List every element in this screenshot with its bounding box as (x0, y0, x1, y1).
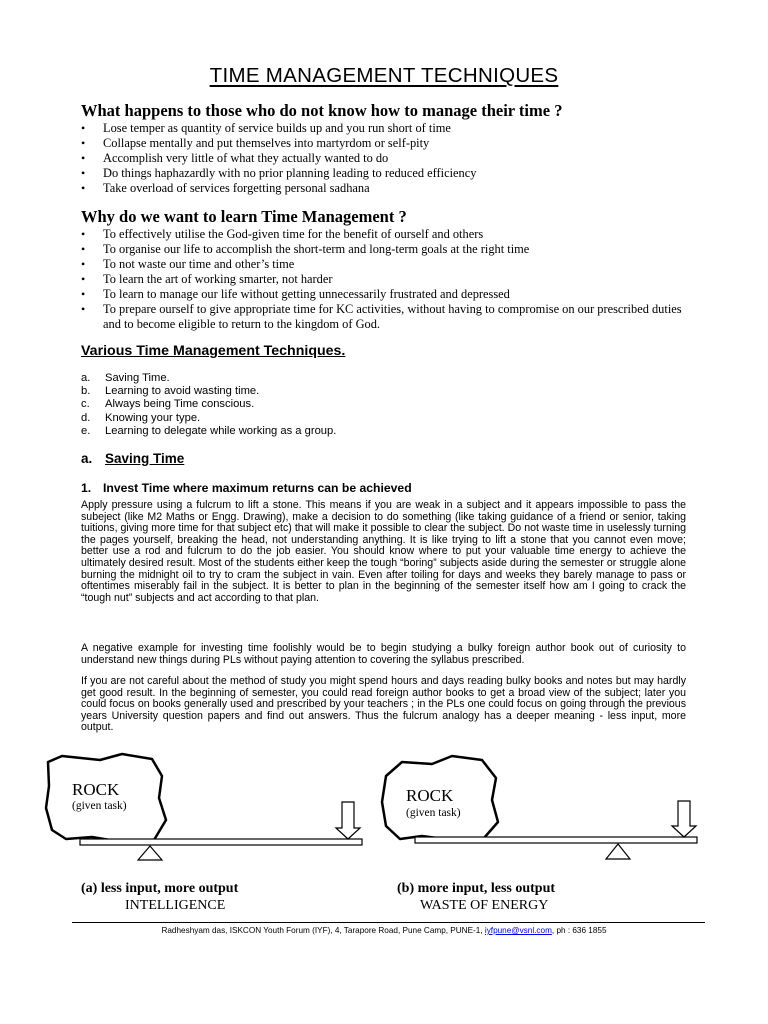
fulcrum-left (138, 846, 162, 860)
paragraph-fulcrum: Apply pressure using a fulcrum to lift a stone. This means if you are weak in a subject and it appears impossible to pass the subeject (like M2 Maths or Engg. Drawing), make a decision to do something (like taking guidance of a friend or senior, taking tuitions, giving more time for that subject etc) that will make it possible to clear the subject. Do not waste time in uselessly turning the pages yourself, breaking the head, not understanding anything. It is like trying to lift a stone that you cannot even move; better use a rod and fulcrum to do the job easier. You should know where to put your valuable time energy to achieve the ultimately desired result. Most of the students either keep the tough “boring” subjects aside during the semester or struggle alone burning the midnight oil to try to cram the subject in vain. Even after toiling for days and weeks they barely manage to pass or oftentimes miserably fail in the subject. It is better to plan in the beginning of the semester itself how am I going to crack the “tough nut” subjects and act according to that plan. (81, 499, 686, 604)
list-item: • Do things haphazardly with no prior planning leading to reduced efficiency (81, 166, 691, 181)
rock-right-sublabel: (given task) (406, 807, 461, 819)
rock-left-sublabel: (given task) (72, 800, 127, 812)
saving-time-heading: a. Saving Time (81, 451, 185, 466)
caption-right: (b) more input, less output (397, 881, 556, 896)
paragraph-negative-example: A negative example for investing time foolishly would be to begin studying a bulky foreign author book out of curiosity to understand new things during PLs without paying attention to covering the syllabus prescribed. (81, 642, 686, 666)
fulcrum-right (606, 844, 630, 859)
footer-email-link[interactable]: iyfpune@vsnl.com (484, 926, 552, 935)
list-item: • To prepare ourself to give appropriate time for KC activities, without having to compromise on our prescribed duties and to become eligible to return to the kingdom of God. (81, 302, 691, 332)
list-item: • To learn to manage our life without getting unnecessarily frustrated and depressed (81, 287, 691, 302)
paragraph-study-method: If you are not careful about the method of study you might spend hours and days reading bulky books and notes but may hardly get good result. In the beginning of semester, you could read foreign author books to get a broad view of the subject; later you could focus on books generally used and prescribed by your teachers ; in the PLs one could focus on going through the previous years University question papers and find out answers. Thus the fulcrum analogy has a deeper meaning - less input, more output. (81, 675, 686, 734)
section-heading-consequences: What happens to those who do not know how to manage their time ? (81, 101, 563, 120)
list-item: a. Saving Time. (81, 372, 170, 384)
list-item: • Collapse mentally and put themselves into martyrdom or self-pity (81, 136, 691, 151)
caption-right-sub: WASTE OF ENERGY (420, 898, 549, 913)
list-item: d. Knowing your type. (81, 411, 201, 424)
arrow-left (336, 802, 360, 839)
footer-divider (72, 922, 705, 923)
list-item: • To effectively utilise the God-given time for the benefit of ourself and others (81, 227, 691, 242)
reasons-list (81, 227, 691, 332)
page-title: TIME MANAGEMENT TECHNIQUES (209, 64, 559, 87)
techniques-list (81, 372, 336, 438)
lever-right (415, 837, 697, 843)
section-heading-why: Why do we want to learn Time Management ? (81, 207, 407, 226)
arrow-right (672, 801, 696, 837)
caption-left-sub: INTELLIGENCE (125, 898, 226, 913)
list-item: • Take overload of services forgetting personal sadhana (81, 181, 691, 196)
list-item: • Lose temper as quantity of service builds up and you run short of time (81, 121, 691, 136)
footer: Radheshyam das, ISKCON Youth Forum (IYF), 4, Tarapore Road, Pune Camp, PUNE-1, iyfpune@vsnl.com, ph : 636 1855 (161, 926, 607, 935)
caption-left: (a) less input, more output (81, 881, 239, 896)
list-item: c. Always being Time conscious. (81, 398, 255, 411)
invest-time-heading: 1. Invest Time where maximum returns can be achieved (81, 481, 412, 495)
list-item: • To learn the art of working smarter, not harder (81, 272, 691, 287)
list-item: e. Learning to delegate while working as a group. (81, 424, 337, 437)
list-item: • To organise our life to accomplish the short-term and long-term goals at the right time (81, 242, 691, 257)
list-item: • To not waste our time and other’s time (81, 257, 691, 272)
list-item: b. Learning to avoid wasting time. (81, 385, 260, 398)
rock-left-label: ROCK (72, 780, 120, 799)
rock-right-label: ROCK (406, 786, 454, 805)
section-heading-techniques: Various Time Management Techniques. (81, 343, 346, 359)
lever-left (80, 839, 362, 845)
list-item: • Accomplish very little of what they actually wanted to do (81, 151, 691, 166)
consequences-list (81, 121, 691, 196)
